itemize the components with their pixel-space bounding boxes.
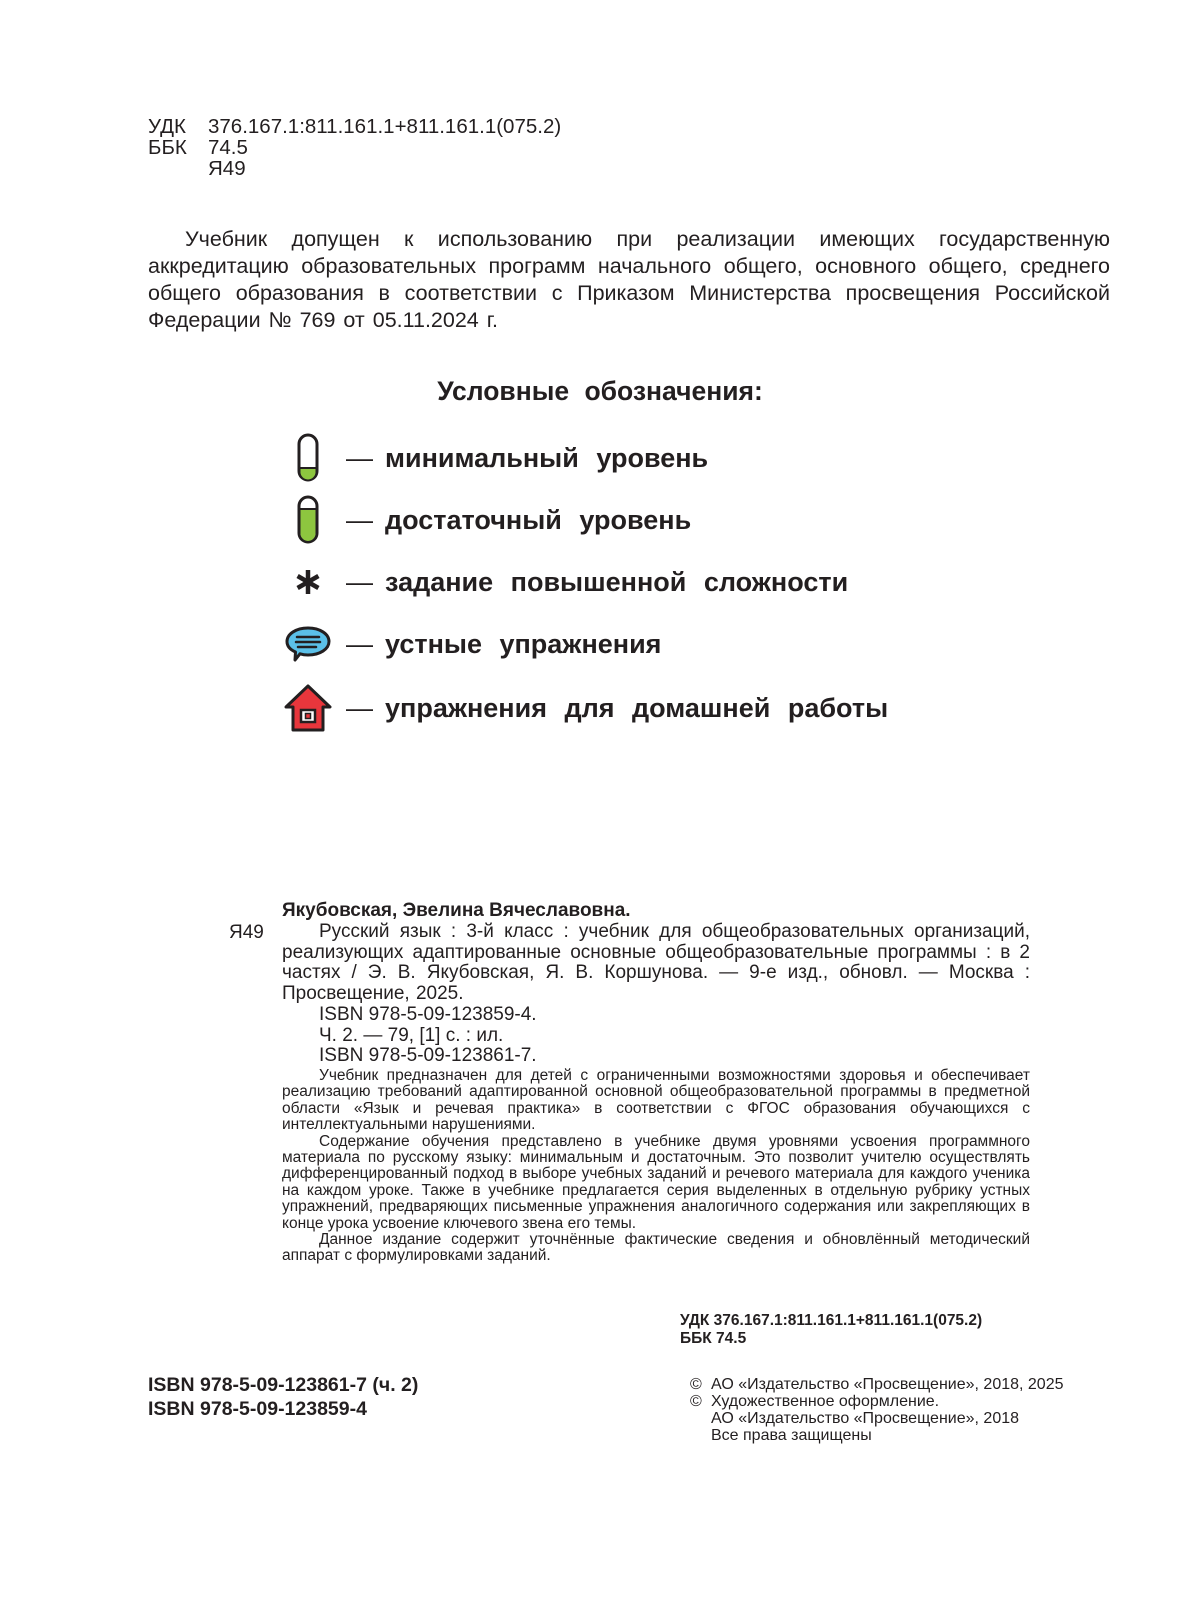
- copyright-symbol: ©: [690, 1393, 702, 1410]
- isbn-part-2: ISBN 978-5-09-123861-7 (ч. 2): [148, 1374, 419, 1396]
- udk-value: 376.167.1:811.161.1+811.161.1(075.2): [208, 115, 562, 138]
- catalog-isbn-lines: [319, 1005, 537, 1067]
- copyright-row: [690, 1376, 1064, 1393]
- catalog-bbk: ББК 74.5: [680, 1330, 747, 1347]
- legend-item-homework: [276, 680, 888, 736]
- legend-label: задание повышенной сложности: [385, 566, 849, 597]
- bbk-value: 74.5: [208, 136, 248, 159]
- catalog-code: Я49: [229, 922, 264, 943]
- legend-label: минимальный уровень: [385, 442, 709, 473]
- copyright-publisher: АО «Издательство «Просвещение», 2018, 2025: [711, 1376, 1064, 1393]
- isbn-set: ISBN 978-5-09-123859-4: [148, 1398, 367, 1420]
- annotation-paragraph: Содержание обучения представлено в учебнике двумя уровнями усвоения программного материала по русскому языку: минимальным и достаточным. Это позволит учителю осуществлять дифференцированный подход в выборе учебных заданий и речевого материала для каждого ученика на каждом уроке. Также в учебнике предлагается серия выделенных в отдельную рубрику устных упражнений, предваряющих письменные упражнения аналогичного содержания или закрепляющих в конце урока усвоение ключевого звена его темы.: [282, 1132, 1030, 1232]
- speech-bubble-icon: [276, 616, 340, 672]
- catalog-author: Якубовская, Эвелина Вячеславовна.: [282, 900, 631, 921]
- catalog-classification: [680, 1312, 982, 1348]
- copyright-row: [690, 1410, 1064, 1427]
- catalog-udk: УДК 376.167.1:811.161.1+811.161.1(075.2): [680, 1312, 983, 1329]
- legend-item-oral-exercises: [276, 616, 661, 672]
- legend-dash: [346, 567, 373, 598]
- asterisk-icon: [276, 554, 340, 610]
- legend-label: устные упражнения: [385, 628, 662, 659]
- bbk-row: [148, 137, 561, 158]
- annotation-paragraph: Учебник предназначен для детей с ограниченными возможностями здоровья и обеспечивает реализацию требований адаптированной основной общеобразовательной программы в предметной области «Язык и речевая практика» в соответствии с ФГОС образования обучающихся с интеллектуальными нарушениями.: [282, 1067, 1030, 1134]
- udk-row: [148, 116, 561, 137]
- author-mark-row: [148, 158, 561, 179]
- catalog-part-pages: Ч. 2. — 79, [1] с. : ил.: [319, 1024, 504, 1046]
- copyright-row: [690, 1427, 1064, 1444]
- copyright-block: [690, 1376, 1064, 1444]
- legend-item-sufficient-level: [276, 492, 691, 548]
- top-classification-codes: [148, 116, 561, 179]
- legend-dash: [346, 693, 373, 724]
- copyright-art-publisher: АО «Издательство «Просвещение», 2018: [711, 1410, 1020, 1427]
- isbn-block: [148, 1373, 418, 1421]
- sufficient-level-capsule-icon: [276, 492, 340, 548]
- copyright-art-design: Художественное оформление.: [711, 1393, 940, 1410]
- udk-label: УДК: [148, 115, 186, 138]
- bbk-label: ББК: [148, 136, 187, 159]
- legend-item-advanced-task: [276, 554, 848, 610]
- min-level-capsule-icon: [276, 430, 340, 486]
- approval-paragraph: Учебник допущен к использованию при реализации имеющих государственную аккредитацию образовательных программ начального общего, основного общего, среднего общего образования в соответствии с Приказом Министерства просвещения Российской Федерации № 769 от 05.11.2024 г.: [148, 227, 1110, 332]
- legend-dash: [346, 443, 373, 474]
- legend-title: Условные обозначения:: [437, 376, 763, 406]
- copyright-symbol: ©: [690, 1376, 702, 1393]
- annotation-paragraph: Данное издание содержит уточнённые фактические сведения и обновлённый методический аппарат с формулировками заданий.: [282, 1231, 1030, 1265]
- legend-dash: [346, 629, 373, 660]
- house-icon: [276, 680, 340, 736]
- catalog-isbn-part: ISBN 978-5-09-123861-7.: [319, 1045, 537, 1067]
- author-mark: Я49: [208, 157, 246, 180]
- catalog-description: Русский язык : 3-й класс : учебник для общеобразовательных организаций, реализующих адаптированные основные общеобразовательные программы : в 2 частях / Э. В. Якубовская, Я. В. Коршунова. — 9-е изд., обновл. — Москва : Просвещение, 2025.: [282, 921, 1030, 1004]
- legend-label: достаточный уровень: [385, 504, 692, 535]
- copyright-row: [690, 1393, 1064, 1410]
- copyright-rights: Все права защищены: [711, 1427, 872, 1444]
- legend-dash: [346, 505, 373, 536]
- catalog-isbn-set: ISBN 978-5-09-123859-4.: [319, 1004, 537, 1025]
- catalog-annotation: [282, 1068, 1030, 1265]
- legend-item-minimal-level: [276, 430, 708, 486]
- legend-label: упражнения для домашней работы: [385, 692, 889, 723]
